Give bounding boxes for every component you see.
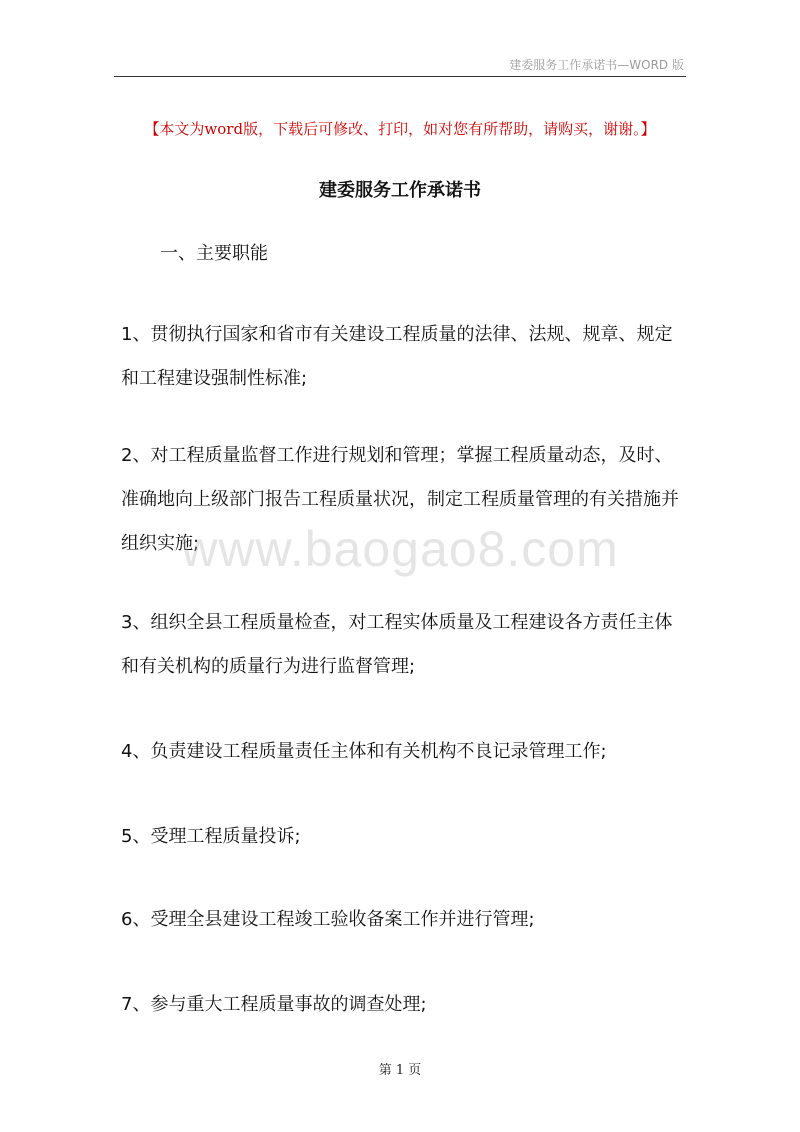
duty-item-7: 7、参与重大工程质量事故的调查处理; — [121, 994, 427, 1015]
section-heading: 一、主要职能 — [160, 243, 268, 264]
duty-item-6: 6、受理全县建设工程竣工验收备案工作并进行管理; — [121, 909, 535, 930]
running-header: 建委服务工作承诺书—WORD 版 — [509, 58, 684, 72]
duty-item-1: 1、贯彻执行国家和省市有关建设工程质量的法律、法规、规章、规定和工程建设强制性标准; — [121, 324, 673, 389]
purchase-notice: 【本文为word版，下载后可修改、打印，如对您有所帮助，请购买，谢谢。】 — [144, 120, 656, 138]
duty-item-3: 3、组织全县工程质量检查，对工程实体质量及工程建设各方责任主体和有关机构的质量行为进行监督管理; — [121, 612, 673, 677]
watermark-text: www.baogao8.com — [181, 521, 619, 577]
duty-item-5: 5、受理工程质量投诉; — [121, 826, 301, 847]
header-divider — [114, 76, 686, 77]
document-title: 建委服务工作承诺书 — [319, 180, 481, 201]
duty-item-2: 2、对工程质量监督工作进行规划和管理；掌握工程质量动态，及时、准确地向上级部门报告工程质量状况，制定工程质量管理的有关措施并组织实施; — [121, 445, 679, 554]
page-number: 第 1 页 — [378, 1063, 422, 1078]
duty-item-4: 4、负责建设工程质量责任主体和有关机构不良记录管理工作; — [121, 741, 607, 762]
